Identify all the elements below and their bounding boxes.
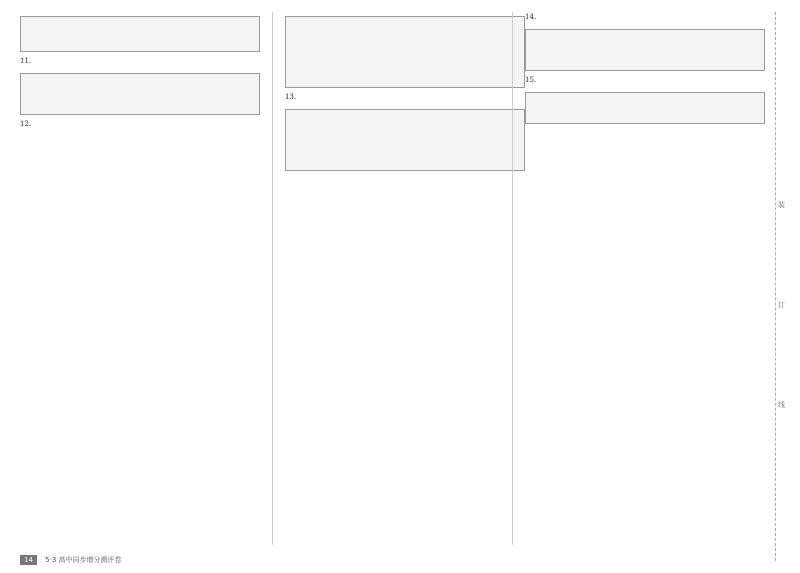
figure-block [525,92,765,124]
figure-prism [285,109,525,171]
figure-collision [20,73,260,115]
book-title: 5·3 高中同步增分测评卷 [45,556,122,564]
figure-waves [525,29,765,71]
page-footer [20,555,122,565]
column-right [525,12,765,545]
binding-line [775,12,776,561]
figure-boat [20,16,260,52]
question-15-label: 15. [525,75,537,84]
question-13-label: 13. [285,93,297,101]
question-11 [20,56,260,67]
binding-mark-3: 线 [778,401,785,409]
binding-mark-2: 订 [778,301,785,309]
figure-graph [285,16,525,88]
column-divider [272,12,273,545]
column-divider [512,12,513,545]
question-11-label: 11. [20,57,32,65]
binding-mark-1: 装 [778,201,785,209]
column-left [20,12,260,545]
question-12-label: 12. [20,119,32,128]
question-12 [20,119,260,130]
question-15 [525,75,765,86]
page-number: 14 [20,555,37,565]
question-14 [525,12,765,23]
column-middle [285,12,525,545]
question-13 [285,92,525,103]
question-14-label: 14. [525,13,537,21]
